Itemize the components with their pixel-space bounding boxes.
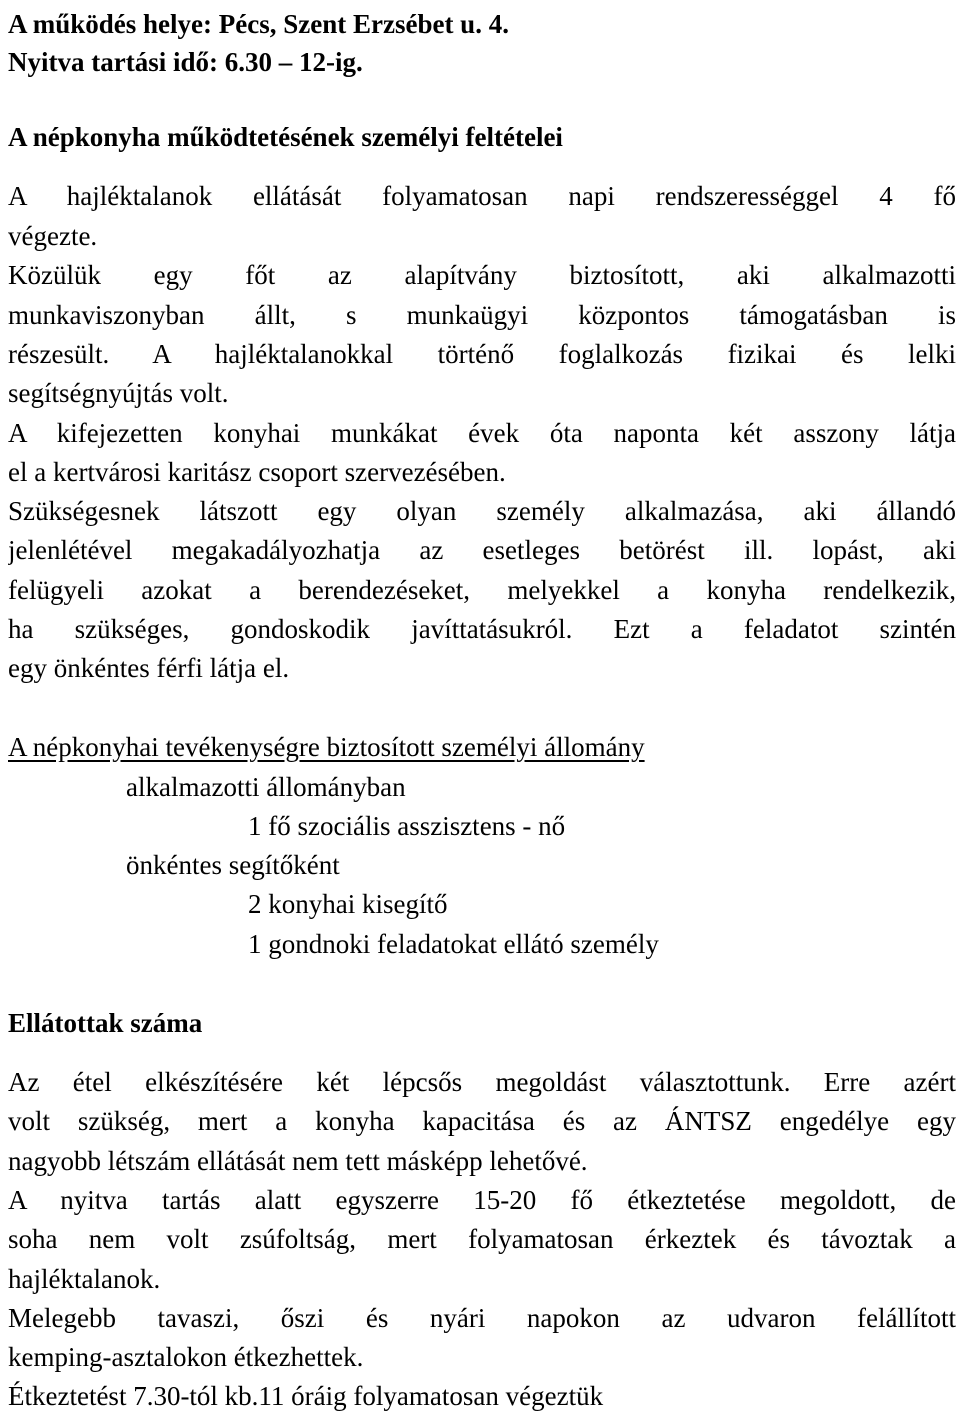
paragraph-line: Melegebb tavaszi, őszi és nyári napokon az udvaron felállított bbox=[8, 1303, 956, 1333]
paragraph-line: A kifejezetten konyhai munkákat évek óta naponta két asszony látja bbox=[8, 418, 956, 448]
paragraph-line: volt szükség, mert a konyha kapacitása és az ÁNTSZ engedélye egy bbox=[8, 1106, 956, 1136]
paragraph-line: felügyeli azokat a berendezéseket, melyekkel a konyha rendelkezik, bbox=[8, 575, 956, 605]
employed-item: 1 fő szociális asszisztens - nő bbox=[248, 811, 566, 841]
location-line: A működés helye: Pécs, Szent Erzsébet u. 4. bbox=[8, 9, 509, 39]
served-heading: Ellátottak száma bbox=[8, 1008, 203, 1038]
paragraph-line: segítségnyújtás volt. bbox=[8, 378, 229, 408]
paragraph-line: egy önkéntes férfi látja el. bbox=[8, 653, 290, 683]
paragraph-line: részesült. A hajléktalanokkal történő foglalkozás fizikai és lelki bbox=[8, 339, 956, 369]
paragraph-line: Étkeztetést 7.30-tól kb.11 óráig folyamatosan végeztük bbox=[8, 1381, 604, 1411]
volunteer-item: 1 gondnoki feladatokat ellátó személy bbox=[248, 929, 659, 959]
paragraph-line: kemping-asztalokon étkezhettek. bbox=[8, 1342, 364, 1372]
employed-label: alkalmazotti állományban bbox=[126, 772, 406, 802]
volunteer-item: 2 konyhai kisegítő bbox=[248, 889, 448, 919]
paragraph-line: Az étel elkészítésére két lépcsős megoldást választottunk. Erre azért bbox=[8, 1067, 956, 1097]
paragraph-line: Szükségesnek látszott egy olyan személy alkalmazása, aki állandó bbox=[8, 496, 956, 526]
paragraph-line: A nyitva tartás alatt egyszerre 15-20 fő étkeztetése megoldott, de bbox=[8, 1185, 956, 1215]
paragraph-line: hajléktalanok. bbox=[8, 1264, 161, 1294]
paragraph-line: jelenlétével megakadályozhatja az esetleges betörést ill. lopást, aki bbox=[8, 535, 956, 565]
paragraph-line: soha nem volt zsúfoltság, mert folyamatosan érkeztek és távoztak a bbox=[8, 1224, 956, 1254]
paragraph-line: Közülük egy főt az alapítvány biztosított, aki alkalmazotti bbox=[8, 260, 956, 290]
paragraph-line: munkaviszonyban állt, s munkaügyi központos támogatásban is bbox=[8, 300, 956, 330]
paragraph-line: A hajléktalanok ellátását folyamatosan napi rendszerességgel 4 fő bbox=[8, 181, 956, 211]
paragraph-line: nagyobb létszám ellátását nem tett másképp lehetővé. bbox=[8, 1146, 588, 1176]
paragraph-line: végezte. bbox=[8, 221, 98, 251]
paragraph-line: ha szükséges, gondoskodik javíttatásukról. Ezt a feladatot szintén bbox=[8, 614, 956, 644]
opening-hours-line: Nyitva tartási idő: 6.30 – 12-ig. bbox=[8, 47, 363, 77]
volunteer-label: önkéntes segítőként bbox=[126, 850, 340, 880]
staff-conditions-heading: A népkonyha működtetésének személyi feltételei bbox=[8, 122, 563, 152]
staff-list-heading: A népkonyhai tevékenységre biztosított személyi állomány bbox=[8, 732, 645, 762]
paragraph-line: el a kertvárosi karitász csoport szervezésében. bbox=[8, 457, 506, 487]
